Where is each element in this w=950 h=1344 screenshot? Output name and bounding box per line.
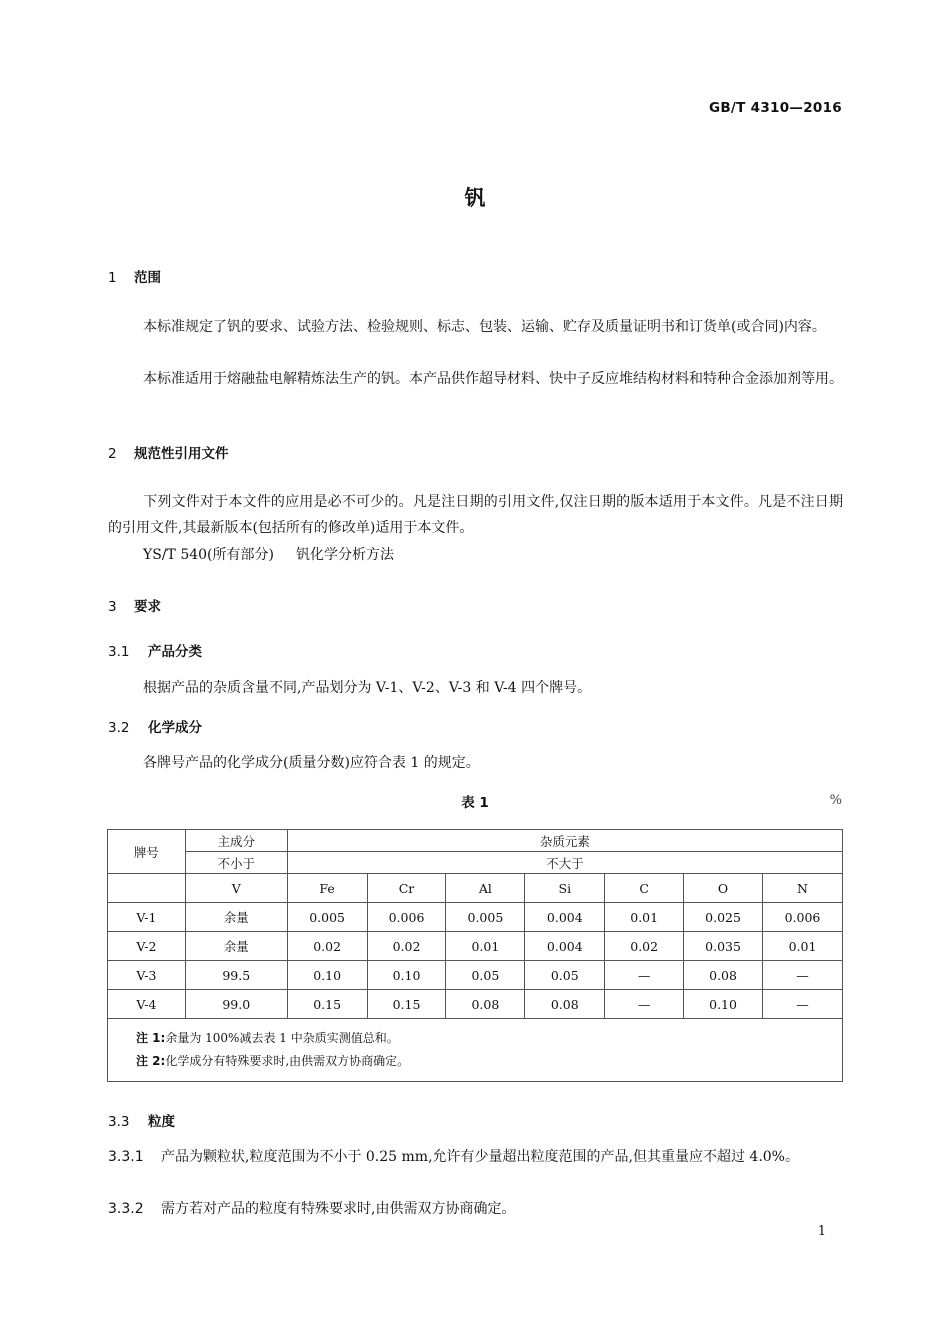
value-cell: 0.035 [684, 932, 763, 961]
section-3-2-text: 各牌号产品的化学成分(质量分数)应符合表 1 的规定。 [143, 755, 480, 771]
impurity-limit: 不大于 [287, 852, 842, 874]
value-cell: 0.02 [605, 932, 684, 961]
value-cell: 0.08 [525, 990, 605, 1019]
value-cell: — [605, 961, 684, 990]
value-cell: 0.01 [605, 903, 684, 932]
section-3-heading [108, 595, 161, 615]
grade-cell: V-2 [108, 932, 186, 961]
value-cell: 0.10 [287, 961, 367, 990]
section-number: 3.2 [108, 720, 130, 736]
grade-header-fill [108, 874, 186, 903]
section-title: 粒度 [148, 1114, 175, 1130]
value-cell: 0.10 [367, 961, 446, 990]
clause-number: 3.3.2 [108, 1201, 144, 1217]
reference-title: 钒化学分析方法 [295, 547, 394, 563]
section-number: 3.3 [108, 1114, 130, 1130]
value-cell: 0.01 [446, 932, 525, 961]
section-3-3-heading [108, 1110, 175, 1130]
value-cell: 0.004 [525, 932, 605, 961]
value-cell: — [763, 961, 843, 990]
value-cell: 0.08 [684, 961, 763, 990]
element-header: Si [525, 874, 605, 903]
vanadium-cell: 余量 [185, 932, 287, 961]
clause-number: 3.3.1 [108, 1149, 144, 1165]
value-cell: 0.05 [525, 961, 605, 990]
reference-code: YS/T 540(所有部分) [143, 547, 274, 563]
value-cell: — [605, 990, 684, 1019]
value-cell: 0.006 [763, 903, 843, 932]
section-2-heading [108, 442, 229, 462]
value-cell: 0.004 [525, 903, 605, 932]
section-title: 化学成分 [148, 720, 202, 736]
value-cell: 0.005 [446, 903, 525, 932]
table-caption: 表 1 [461, 795, 489, 811]
value-cell: 0.15 [287, 990, 367, 1019]
section-3-3-1-text: 3.3.1 产品为颗粒状,粒度范围为不小于 0.25 mm,允许有少量超出粒度范围的产品,但其重量应不超过 4.0%。 [108, 1144, 843, 1170]
section-number: 3.1 [108, 644, 130, 660]
document-title: 钒 [464, 186, 486, 210]
chemical-composition-table [107, 829, 843, 1082]
value-cell: 0.006 [367, 903, 446, 932]
section-1-heading [108, 266, 161, 286]
element-header: Fe [287, 874, 367, 903]
section-3-2-heading [108, 716, 202, 736]
vanadium-cell: 99.5 [185, 961, 287, 990]
value-cell: 0.01 [763, 932, 843, 961]
grade-header: 牌号 [108, 830, 186, 874]
element-v-header: V [185, 874, 287, 903]
section-number: 2 [108, 446, 117, 462]
main-component-limit: 不小于 [185, 852, 287, 874]
value-cell: 0.02 [287, 932, 367, 961]
value-cell: 0.05 [446, 961, 525, 990]
section-title: 产品分类 [148, 644, 202, 660]
section-1-paragraph-1: 本标准规定了钒的要求、试验方法、检验规则、标志、包装、运输、贮存及质量证明书和订货单(或合同)内容。 [143, 319, 826, 335]
grade-cell: V-3 [108, 961, 186, 990]
value-cell: 0.025 [684, 903, 763, 932]
table-note-1: 注 1:余量为 100%减去表 1 中杂质实测值总和。 [136, 1031, 399, 1045]
table-row [108, 990, 843, 1019]
section-3-1-heading [108, 640, 202, 660]
value-cell: 0.005 [287, 903, 367, 932]
main-component-header: 主成分 [185, 830, 287, 852]
standard-code: GB/T 4310—2016 [708, 100, 842, 116]
table-note-2: 注 2:化学成分有特殊要求时,由供需双方协商确定。 [136, 1054, 410, 1068]
section-title: 要求 [134, 599, 161, 615]
section-3-1-text: 根据产品的杂质含量不同,产品划分为 V-1、V-2、V-3 和 V-4 四个牌号。 [143, 680, 592, 696]
grade-cell: V-1 [108, 903, 186, 932]
element-header: Cr [367, 874, 446, 903]
table-notes [108, 1019, 843, 1082]
value-cell: 0.15 [367, 990, 446, 1019]
value-cell: 0.08 [446, 990, 525, 1019]
grade-cell: V-4 [108, 990, 186, 1019]
vanadium-cell: 余量 [185, 903, 287, 932]
section-3-3-2-text: 3.3.2 需方若对产品的粒度有特殊要求时,由供需双方协商确定。 [108, 1196, 843, 1222]
table-row [108, 932, 843, 961]
impurity-header: 杂质元素 [287, 830, 842, 852]
section-number: 3 [108, 599, 117, 615]
section-title: 规范性引用文件 [134, 446, 229, 462]
vanadium-cell: 99.0 [185, 990, 287, 1019]
page-number: 1 [817, 1224, 826, 1239]
section-2-paragraph-1: 下列文件对于本文件的应用是必不可少的。凡是注日期的引用文件,仅注日期的版本适用于本文件。凡是不注日期的引用文件,其最新版本(包括所有的修改单)适用于本文件。 [108, 494, 843, 536]
element-header: O [684, 874, 763, 903]
value-cell: 0.10 [684, 990, 763, 1019]
table-row [108, 903, 843, 932]
normative-reference [143, 544, 394, 564]
section-title: 范围 [134, 270, 161, 286]
section-number: 1 [108, 270, 117, 286]
element-header: N [763, 874, 843, 903]
element-header: C [605, 874, 684, 903]
element-header: Al [446, 874, 525, 903]
value-cell: 0.02 [367, 932, 446, 961]
value-cell: — [763, 990, 843, 1019]
section-1-paragraph-2: 本标准适用于熔融盐电解精炼法生产的钒。本产品供作超导材料、快中子反应堆结构材料和特种合金添加剂等用。 [143, 371, 843, 387]
table-unit: % [829, 793, 842, 808]
table-row [108, 961, 843, 990]
